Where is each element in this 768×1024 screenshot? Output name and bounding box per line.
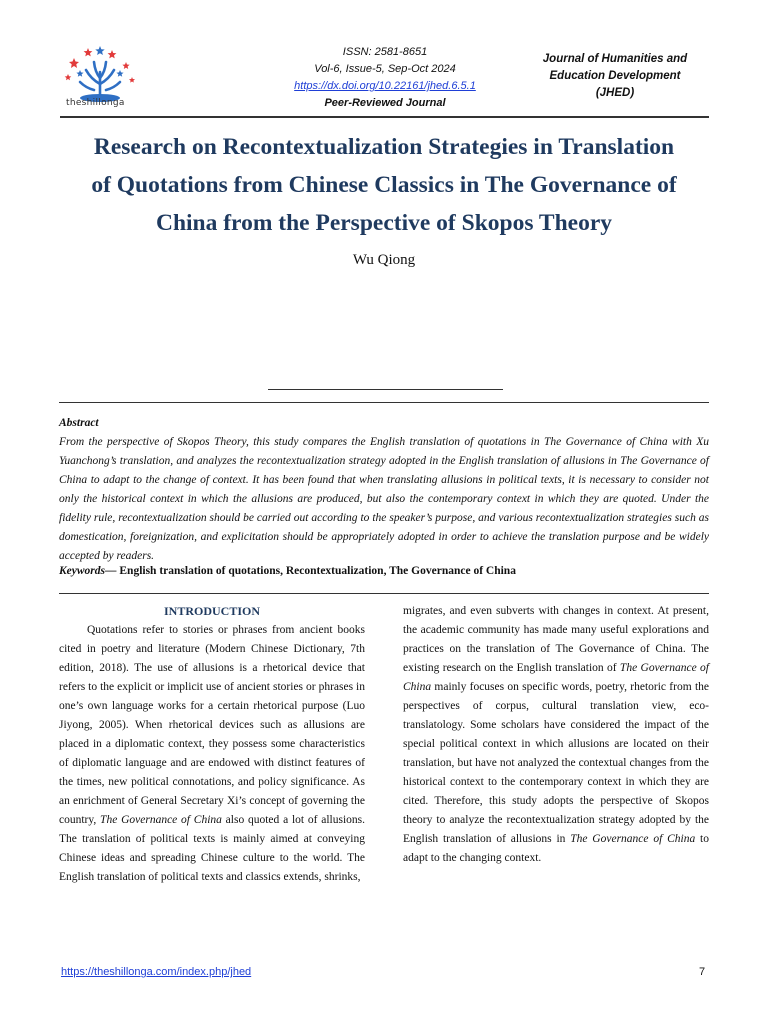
body-text: to adapt to the changing context. — [403, 833, 709, 864]
abstract-bottom-rule — [59, 593, 709, 594]
paper-title — [40, 128, 728, 242]
footer-journal-link[interactable]: https://theshillonga.com/index.php/jhed — [61, 966, 252, 978]
body-column-right — [403, 602, 709, 868]
title-line: of Quotations from Chinese Classics in The Governance of — [91, 172, 677, 198]
title-line: Research on Recontextualization Strategies in Translation — [93, 134, 675, 160]
body-text: Quotations refer to stories or phrases from ancient books cited in poetry and literature (Modern Chinese Dictionary, 7th edition, 2018). The use of allusions is a rhetorical device that refers to the explicit or implicit use of ancient stories or phrases in one’s own language works for a certain rhetorical purpose (Luo Jiyong, 2005). When rhetorical devices such as allusions are placed in a diplomatic context, they possess some characteristics of diplomatic language and are endowed with distinct features of the times, new political connotations, and policy significance. As an enrichment of General Secretary Xi’s concept of governing the country, — [59, 624, 365, 826]
volume-issue: Vol-6, Issue-5, Sep-Oct 2024 — [314, 63, 456, 75]
issn: ISSN: 2581-8651 — [342, 46, 428, 58]
title-separator — [268, 389, 503, 390]
journal-info-block — [240, 44, 530, 112]
logo-wordmark: theshillonga — [66, 98, 125, 108]
body-column-left — [59, 602, 365, 887]
journal-name — [530, 51, 700, 102]
body-paragraph — [59, 621, 365, 887]
journal-abbrev: (JHED) — [595, 87, 635, 99]
italic-title: The Governance of China — [570, 833, 696, 845]
peer-reviewed-label: Peer-Reviewed Journal — [324, 97, 446, 109]
title-line: China from the Perspective of Skopos Theory — [155, 210, 613, 236]
doi-link[interactable]: https://dx.doi.org/10.22161/jhed.6.5.1 — [294, 80, 476, 92]
keywords — [59, 565, 709, 577]
section-heading-introduction: INTRODUCTION — [163, 604, 260, 618]
body-text: also quoted a lot of allusions. The translation of political texts is mainly aimed at conveying Chinese ideas and spreading Chinese culture to the world. The English translation of political texts and classics extends, shrinks, — [59, 814, 365, 883]
italic-title: The Governance of China — [403, 662, 709, 693]
author-name: Wu Qiong — [352, 252, 416, 268]
italic-title: The Governance of China — [100, 814, 222, 826]
body-paragraph — [403, 602, 709, 868]
page-number: 7 — [699, 966, 706, 978]
journal-name-line: Education Development — [549, 70, 681, 82]
abstract-text: From the perspective of Skopos Theory, this study compares the English translation of quotations in The Governance of China with Xu Yuanchong’s translation, and analyzes the recontextualization strategy adopted in the English translation of allusions in The Governance of China to adapt to the change of context. It has been found that when translating allusions in political texts, it is necessary to consider not only the historical context in which the allusions are produced, but also the contemporary context in which they are quoted. Under the fidelity rule, recontextualization should be carried out according to the speaker’s purpose, and various recontextualization strategies such as domestication, foreignization, and explicitation should be appropriately adopted in order to achieve the translation purpose and be widely accepted by readers. — [59, 436, 709, 562]
body-text: mainly focuses on specific words, poetry, rhetoric from the perspectives of corpus, cultural translation view, eco-translatology. Some scholars have considered the impact of the special political context in which allusions are located on their translation, but have not analyzed the contextual changes from the historical context to the contemporary context in which they are cited. Therefore, this study adopts the perspective of Skopos theory to analyze the recontextualization strategy adopted by the English translation of allusions in — [403, 681, 709, 845]
keywords-list: English translation of quotations, Recontextualization, The Governance of China — [116, 565, 516, 577]
journal-name-line: Journal of Humanities and — [542, 53, 688, 65]
header-divider — [60, 116, 709, 118]
abstract-top-rule — [59, 402, 709, 403]
body-text: migrates, and even subverts with changes in context. At present, the academic community has made many useful explorations and practices on the translation of The Governance of China. The existing research on the English translation of — [403, 605, 709, 674]
abstract — [59, 414, 709, 566]
abstract-heading: Abstract — [59, 417, 99, 429]
keywords-label: Keywords— — [59, 565, 117, 577]
